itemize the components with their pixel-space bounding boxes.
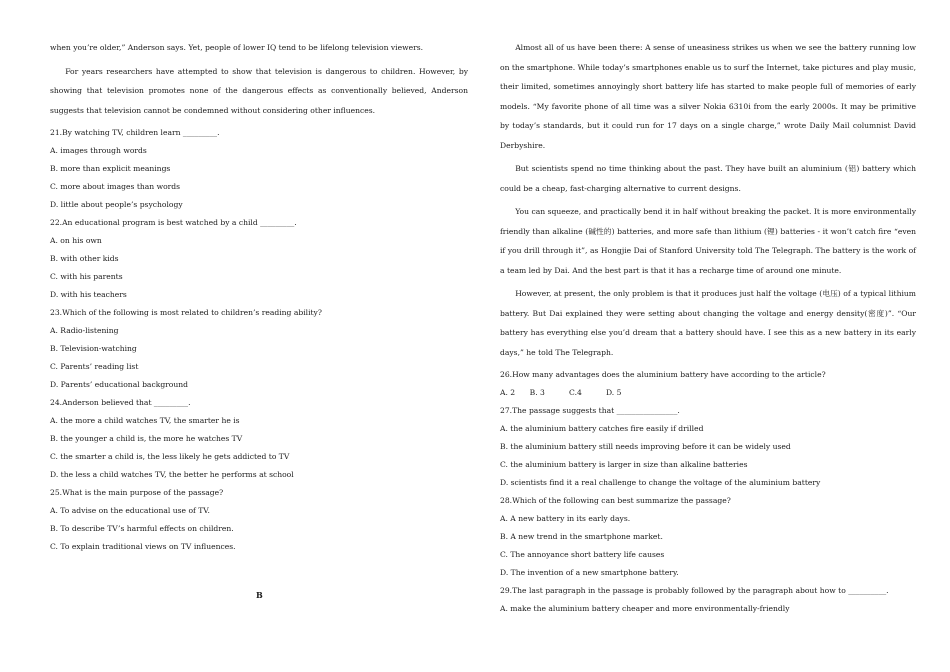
question-option: C. the smarter a child is, the less likely he gets addicted to TV <box>50 452 290 461</box>
option: C.4 <box>569 388 582 397</box>
question-stem: 29.The last paragraph in the passage is probably followed by the paragraph about how to __________. <box>500 586 889 595</box>
question-option: D. Parents’ educational background <box>50 380 189 389</box>
question-list <box>50 124 468 556</box>
question-option: D. little about people’s psychology <box>50 200 183 209</box>
question-option: D. scientists find it a real challenge to change the voltage of the aluminium battery <box>500 478 821 487</box>
question-option: A. Radio-listening <box>50 326 119 335</box>
passage-paragraph: For years researchers have attempted to show that television is dangerous to children. However, by showing that television promotes none of the dangerous effects as conventionally believed, Anderson suggests that television cannot be condemned without considering other influences. <box>50 66 468 115</box>
question-option: C. Parents’ reading list <box>50 362 139 371</box>
question-option: C. the aluminium battery is larger in size than alkaline batteries <box>500 460 748 469</box>
question-stem: 22.An educational program is best watched by a child _________. <box>50 218 297 227</box>
right-column <box>500 38 916 618</box>
option: B. 3 <box>529 388 545 397</box>
question-option: C. more about images than words <box>50 182 181 191</box>
question-stem: 26.How many advantages does the aluminium battery have according to the article? <box>500 370 826 379</box>
question-option: A. the aluminium battery catches fire easily if drilled <box>500 424 704 433</box>
left-column <box>50 38 468 556</box>
question-option: D. The invention of a new smartphone battery. <box>500 568 679 577</box>
question-option: C. with his parents <box>50 272 123 281</box>
question-stem: 21.By watching TV, children learn _________. <box>50 128 220 137</box>
question-option: B. more than explicit meanings <box>50 164 171 173</box>
question-option: C. The annoyance short battery life causes <box>500 550 665 559</box>
question-option: B. the aluminium battery still needs improving before it can be widely used <box>500 442 791 451</box>
question-stem: 24.Anderson believed that _________. <box>50 398 191 407</box>
question-stem: 28.Which of the following can best summarize the passage? <box>500 496 731 505</box>
passage-paragraph: However, at present, the only problem is that it produces just half the voltage (电压) of a typical lithium battery. But Dai explained they were setting about changing the voltage and energy density(密度)”. “Our battery has everything else you’d dream that a battery should have. I see this as a new battery in its early days,” he told The Telegraph. <box>500 289 916 357</box>
question-stem: 25.What is the main purpose of the passage? <box>50 488 224 497</box>
question-option: B. To describe TV’s harmful effects on children. <box>50 524 234 533</box>
passage-paragraph: But scientists spend no time thinking about the past. They have built an aluminium (铝) battery which could be a cheap, fast-charging alternative to current designs. <box>500 164 916 193</box>
question-options-row <box>500 384 916 402</box>
question-list <box>500 402 916 618</box>
passage-paragraph: You can squeeze, and practically bend it in half without breaking the packet. It is more environmentally friendly than alkaline (碱性的) batteries, and more safe than lithium (锂) batteries - it won’t catch fire “even if you drill through it”, as Hongjie Dai of Stanford University told The Telegraph. The battery is the work of a team led by Dai. And the best part is that it has a recharge time of around one minute. <box>500 207 916 275</box>
question-stem: 23.Which of the following is most related to children’s reading ability? <box>50 308 322 317</box>
question-option: D. with his teachers <box>50 290 127 299</box>
passage-paragraph: Almost all of us have been there: A sense of uneasiness strikes us when we see the battery running low on the smartphone. While today’s smartphones enable us to surf the Internet, take pictures and play music, their limited, sometimes annoyingly short battery life has started to make people full of memories of early models. “My favorite phone of all time was a silver Nokia 6310i from the early 2000s. It may be primitive by today’s standards, but it could run for 17 days on a single charge,” wrote Daily Mail columnist David Derbyshire. <box>500 43 916 150</box>
question-option: C. To explain traditional views on TV influences. <box>50 542 236 551</box>
question-option: A. To advise on the educational use of TV. <box>50 506 210 515</box>
question-option: A. images through words <box>50 146 147 155</box>
question-option: B. Television-watching <box>50 344 137 353</box>
option: D. 5 <box>605 388 622 397</box>
option: A. 2 <box>500 388 516 397</box>
question-option: A. the more a child watches TV, the smarter he is <box>50 416 240 425</box>
question-option: B. the younger a child is, the more he watches TV <box>50 434 243 443</box>
question-stem: 27.The passage suggests that ________________. <box>500 406 680 415</box>
question-option: A. on his own <box>50 236 102 245</box>
section-label: B <box>256 590 263 600</box>
passage-paragraph: when you’re older,” Anderson says. Yet, people of lower IQ tend to be lifelong television viewers. <box>50 43 424 52</box>
question-option: A. A new battery in its early days. <box>500 514 631 523</box>
question-option: B. A new trend in the smartphone market. <box>500 532 663 541</box>
question-option: A. make the aluminium battery cheaper and more environmentally-friendly <box>500 604 790 613</box>
question-option: B. with other kids <box>50 254 119 263</box>
question-option: D. the less a child watches TV, the better he performs at school <box>50 470 294 479</box>
